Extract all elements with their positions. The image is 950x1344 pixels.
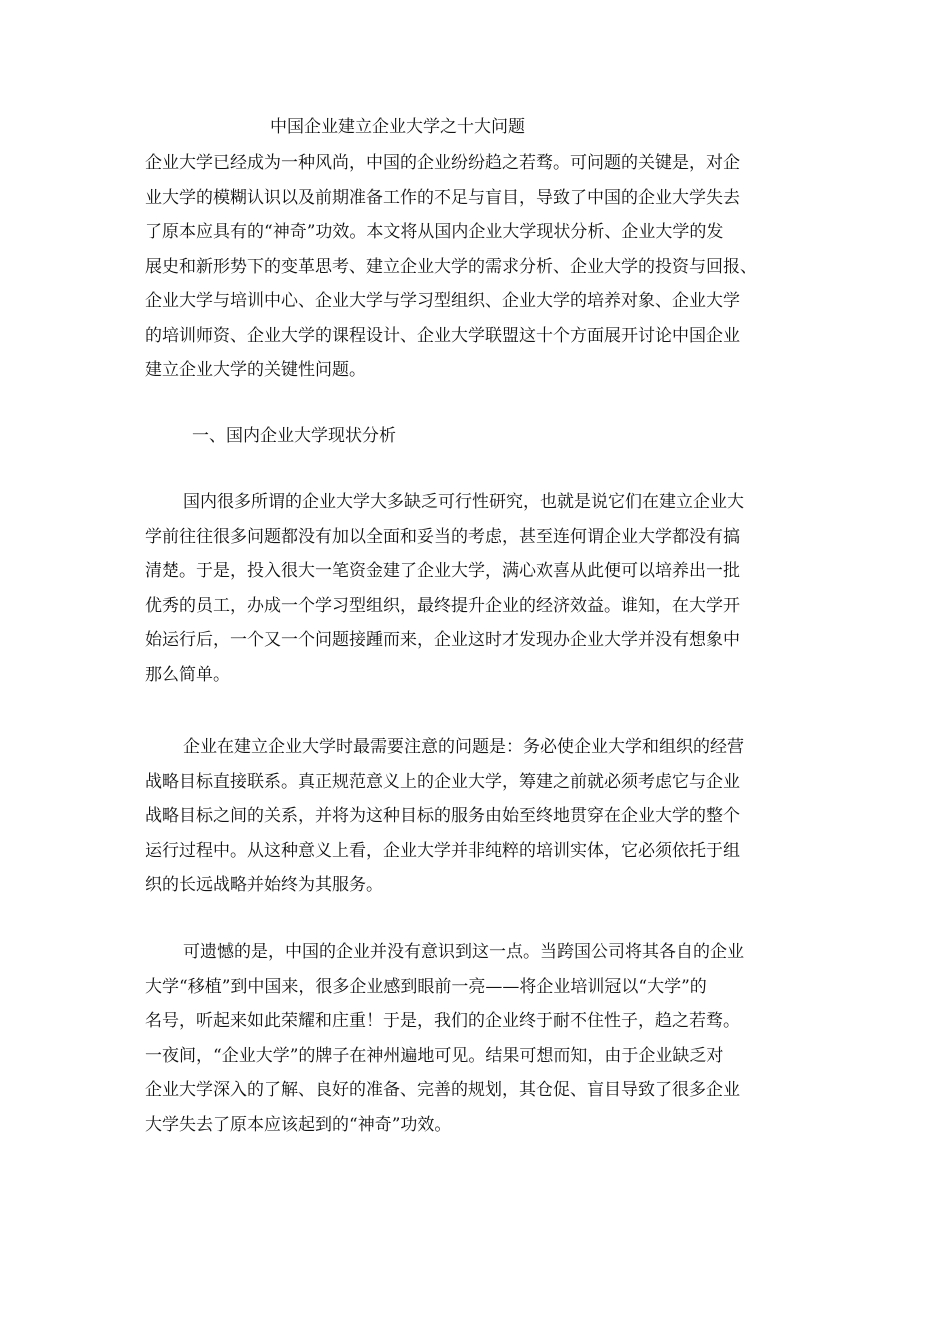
intro-line: 建立企业大学的关键性问题。 bbox=[145, 360, 366, 380]
body-paragraph-3 bbox=[145, 935, 810, 1142]
body-paragraph-1 bbox=[145, 485, 810, 692]
paragraph-line: 优秀的员工，办成一个学习型组织，最终提升企业的经济效益。谁知，在大学开 bbox=[145, 595, 740, 616]
intro-line: 业大学的模糊认识以及前期准备工作的不足与盲目，导致了中国的企业大学失去 bbox=[145, 187, 740, 208]
intro-line: 企业大学与培训中心、企业大学与学习型组织、企业大学的培养对象、企业大学 bbox=[145, 291, 740, 311]
document-title: 中国企业建立企业大学之十大问题 bbox=[270, 117, 525, 137]
body-paragraph-2 bbox=[145, 730, 810, 903]
intro-line: 了原本应具有的“神奇”功效。本文将从国内企业大学现状分析、企业大学的发 bbox=[145, 222, 724, 242]
paragraph-line: 大学失去了原本应该起到的“神奇”功效。 bbox=[145, 1114, 452, 1135]
intro-line: 展史和新形势下的变革思考、建立企业大学的需求分析、企业大学的投资与回报、 bbox=[145, 256, 757, 277]
paragraph-line: 可遗憾的是，中国的企业并没有意识到这一点。当跨国公司将其各自的企业 bbox=[183, 942, 744, 962]
intro-line: 的培训师资、企业大学的课程设计、企业大学联盟这十个方面展开讨论中国企业 bbox=[145, 325, 740, 346]
paragraph-line: 国内很多所谓的企业大学大多缺乏可行性研究，也就是说它们在建立企业大 bbox=[183, 492, 744, 512]
paragraph-line: 一夜间，“企业大学”的牌子在神州遍地可见。结果可想而知，由于企业缺乏对 bbox=[145, 1045, 724, 1066]
paragraph-line: 企业大学深入的了解、良好的准备、完善的规划，其仓促、盲目导致了很多企业 bbox=[145, 1080, 740, 1100]
paragraph-line: 那么简单。 bbox=[145, 664, 230, 685]
section-heading: 一、国内企业大学现状分析 bbox=[192, 426, 396, 446]
paragraph-line: 清楚。于是，投入很大一笔资金建了企业大学，满心欢喜从此便可以培养出一批 bbox=[145, 561, 740, 581]
paragraph-line: 织的长远战略并始终为其服务。 bbox=[145, 875, 383, 895]
paragraph-line: 运行过程中。从这种意义上看，企业大学并非纯粹的培训实体，它必须依托于组 bbox=[145, 840, 740, 861]
paragraph-line: 始运行后，一个又一个问题接踵而来，企业这时才发现办企业大学并没有想象中 bbox=[145, 630, 740, 650]
paragraph-line: 战略目标直接联系。真正规范意义上的企业大学，筹建之前就必须考虑它与企业 bbox=[145, 771, 740, 792]
paragraph-line: 大学“移植”到中国来，很多企业感到眼前一亮——将企业培训冠以“大学”的 bbox=[145, 976, 707, 997]
paragraph-line: 战略目标之间的关系，并将为这种目标的服务由始至终地贯穿在企业大学的整个 bbox=[145, 806, 740, 826]
paragraph-line: 企业在建立企业大学时最需要注意的问题是：务必使企业大学和组织的经营 bbox=[183, 737, 744, 757]
intro-paragraph bbox=[145, 146, 810, 388]
intro-line: 企业大学已经成为一种风尚，中国的企业纷纷趋之若骛。可问题的关键是，对企 bbox=[145, 153, 740, 173]
paragraph-line: 名号，听起来如此荣耀和庄重！于是，我们的企业终于耐不住性子，趋之若骛。 bbox=[145, 1011, 740, 1031]
paragraph-line: 学前往往很多问题都没有加以全面和妥当的考虑，甚至连何谓企业大学都没有搞 bbox=[145, 526, 740, 547]
